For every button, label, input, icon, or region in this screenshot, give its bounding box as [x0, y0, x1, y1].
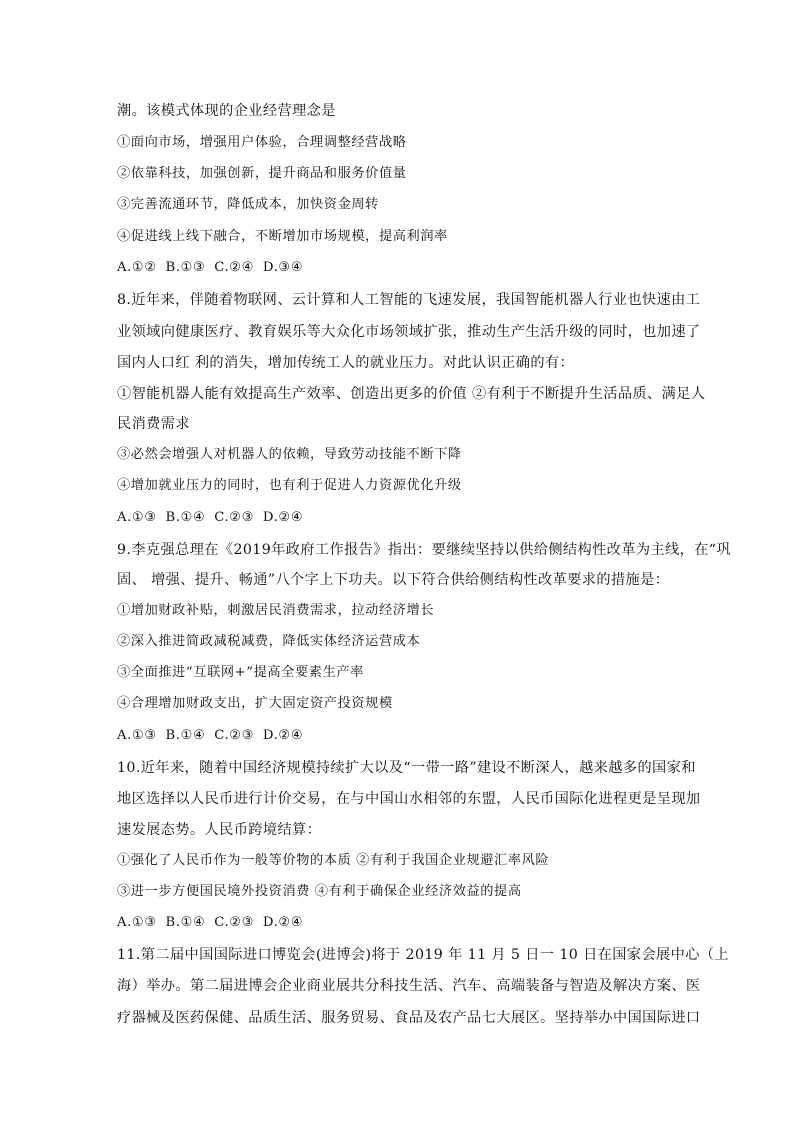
option-statement: ①增加财政补贴，刺激居民消费需求，拉动经济增长	[117, 603, 435, 618]
option-statement: ④合理增加财政支出，扩大固定资产投资规模	[117, 696, 393, 711]
question-text-line: 地区选择以人民币进行计价交易，在与中国山水相邻的东盟，人民币国际化进程更是呈现加	[117, 791, 701, 807]
question-text-line: 业领域向健康医疗、教育娱乐等大众化市场领域扩张，推动生产生活升级的同时，也加速了	[117, 324, 701, 340]
option-statement: ③进一步方便国民境外投资消费 ④有利于确保企业经济效益的提高	[117, 884, 522, 899]
question-text-line: 疗器械及医药保健、品质生活、服务贸易、食品及农产品七大展区。坚持举办中国国际进口	[117, 1010, 701, 1026]
question-text-line: 固、 增强、提升、畅通”八个字上下功夫。以下符合供给侧结构性改革要求的措施是：	[117, 572, 670, 588]
option-statement: ③必然会增强人对机器人的依赖，导致劳动技能不断下降	[117, 447, 462, 462]
answer-choices: A.①② B.①③ C.②④ D.③④	[117, 260, 304, 275]
question-text-line: 8.近年来，伴随着物联网、云计算和人工智能的飞速发展，我国智能机器人行业也快速由工	[117, 292, 701, 308]
answer-choices: A.①③ B.①④ C.②③ D.②④	[117, 510, 304, 525]
question-text-line: 潮。该模式体现的企业经营理念是	[117, 103, 336, 119]
question-text-line: 速发展态势。人民币跨境结算：	[117, 822, 322, 838]
option-statement: ①智能机器人能有效提高生产效率、创造出更多的价值 ②有利于不断提升生活品质、满足人	[117, 386, 706, 402]
question-text-line: 11.第二届中国国际进口博览会(进博会)将于 2019 年 11 月 5 日一 10 日在国家会展中心（上	[117, 947, 729, 963]
option-statement: ①面向市场，增强用户体验，合理调整经营战略	[117, 135, 407, 150]
question-text-line: 10.近年来，随着中国经济规模持续扩大以及“一带一路”建设不断深人，越来越多的国家和	[117, 760, 696, 776]
question-text-line: 国内人口红 利的消失，增加传统工人的就业压力。对此认识正确的有：	[117, 355, 575, 371]
option-statement: ③完善流通环节，降低成本，加快资金周转	[117, 197, 379, 212]
option-statement: ④促进线上线下融合，不断增加市场规模，提高利润率	[117, 229, 448, 244]
question-text-line: 海）举办。第二届进博会企业商业展共分科技生活、汽车、高端装备与智造及解决方案、医	[117, 978, 701, 994]
question-text-line: 9.李克强总理在《2019年政府工作报告》指出：要继续坚持以供给侧结构性改革为主线，在“巩	[117, 542, 732, 558]
option-statement: ②依靠科技，加强创新，提升商品和服务价值量	[117, 166, 407, 181]
option-statement: ②深入推进简政减税减费，降低实体经济运营成本	[117, 634, 421, 649]
answer-choices: A.①③ B.①④ C.②③ D.②④	[117, 728, 304, 743]
option-statement: ③全面推进“互联网+”提高全要素生产率	[117, 665, 364, 680]
option-statement: ④增加就业压力的同时，也有利于促进人力资源优化升级	[117, 478, 462, 493]
answer-choices: A.①③ B.①④ C.②③ D.②④	[117, 915, 304, 930]
option-statement: ①强化了人民币作为一般等价物的本质 ②有利于我国企业规避汇率风险	[117, 853, 550, 868]
option-statement: 民消费需求	[117, 416, 190, 432]
